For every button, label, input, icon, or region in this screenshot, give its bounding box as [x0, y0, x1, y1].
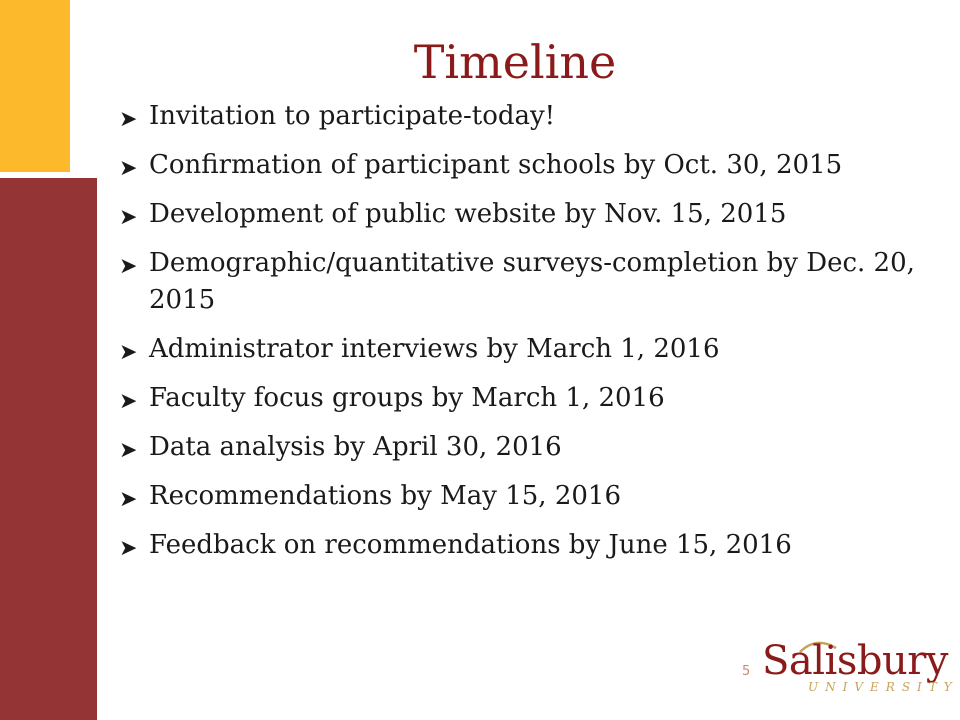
timeline-item	[117, 98, 917, 135]
arrow-bullet-icon: ➤	[119, 205, 138, 230]
arrow-bullet-icon: ➤	[119, 156, 138, 181]
timeline-item	[117, 331, 917, 368]
arrow-bullet-icon: ➤	[119, 536, 138, 561]
page-number: 5	[742, 664, 751, 679]
timeline-item	[117, 245, 917, 319]
timeline-item	[117, 527, 917, 564]
timeline-item-text: Data analysis by April 30, 2016	[149, 432, 562, 462]
timeline-item	[117, 429, 917, 466]
logo-wordmark: Salisbury	[762, 638, 948, 684]
timeline-item	[117, 196, 917, 233]
timeline-item	[117, 147, 917, 184]
arrow-bullet-icon: ➤	[119, 487, 138, 512]
timeline-item-text: Faculty focus groups by March 1, 2016	[149, 383, 665, 413]
timeline-item-text: Administrator interviews by March 1, 2016	[149, 334, 720, 364]
timeline-item	[117, 380, 917, 417]
arrow-bullet-icon: ➤	[119, 254, 138, 279]
timeline-list	[117, 98, 917, 576]
timeline-item-text: Demographic/quantitative surveys-completion by Dec. 20, 2015	[149, 248, 915, 315]
timeline-item	[117, 478, 917, 515]
logo-subtitle: UNIVERSITY	[808, 680, 959, 694]
arrow-bullet-icon: ➤	[119, 389, 138, 414]
slide-title: Timeline	[413, 35, 617, 89]
arrow-bullet-icon: ➤	[119, 438, 138, 463]
arrow-bullet-icon: ➤	[119, 340, 138, 365]
maroon-accent-bar	[0, 178, 97, 720]
timeline-item-text: Recommendations by May 15, 2016	[149, 481, 621, 511]
timeline-item-text: Invitation to participate-today!	[149, 101, 556, 131]
university-logo	[762, 638, 959, 700]
timeline-item-text: Feedback on recommendations by June 15, 2016	[149, 530, 792, 560]
timeline-item-text: Confirmation of participant schools by Oct. 30, 2015	[149, 150, 843, 180]
timeline-item-text: Development of public website by Nov. 15, 2015	[149, 199, 787, 229]
arrow-bullet-icon: ➤	[119, 107, 138, 132]
